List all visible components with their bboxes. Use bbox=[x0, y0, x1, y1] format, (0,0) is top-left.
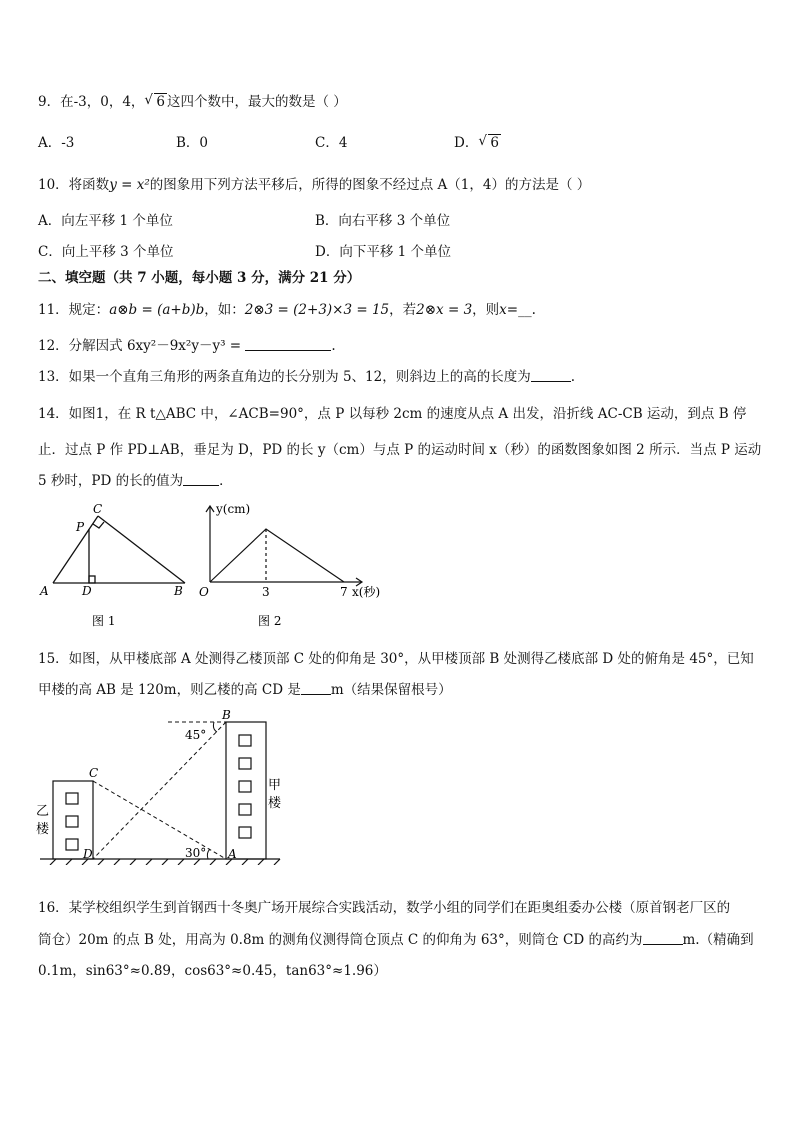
label-a: A bbox=[40, 584, 49, 598]
sqrt-six: √ 6 bbox=[478, 133, 499, 151]
question-9-option-a[interactable]: A．-3 bbox=[38, 135, 75, 151]
question-9-text-after: 这四个数中，最大的数是（ ） bbox=[167, 94, 347, 110]
angle-arcs bbox=[207, 722, 217, 859]
ground bbox=[40, 859, 280, 865]
question-11: 11．规定：a⊗b = (a+b)b，如：2⊗3 = (2+3)×3 = 15，若2⊗x = 3，则x=__. bbox=[38, 302, 536, 318]
label-d: D bbox=[83, 847, 93, 861]
label-d: D bbox=[82, 584, 92, 598]
question-14-figures bbox=[0, 500, 794, 630]
question-16-answer-blank[interactable] bbox=[643, 932, 683, 945]
angle-30-label: 30° bbox=[185, 846, 207, 860]
question-10-option-b[interactable]: B．向右平移 3 个单位 bbox=[315, 213, 451, 229]
question-15-answer-blank[interactable] bbox=[301, 682, 331, 695]
question-15-line-1: 15．如图，从甲楼底部 A 处测得乙楼顶部 C 处的仰角是 30°，从甲楼顶部 B 处测得乙楼底部 D 处的俯角是 45°，已知 bbox=[38, 651, 754, 667]
question-12-answer-blank[interactable] bbox=[245, 338, 331, 351]
y-axis-label: y(cm) bbox=[216, 502, 251, 516]
question-14-answer-blank[interactable] bbox=[183, 473, 219, 486]
question-10-stem: 10．将函数y = x²的图象用下列方法平移后，所得的图象不经过点 A（1，4）的方法是（ ） bbox=[38, 177, 591, 193]
building-jia-label-2: 楼 bbox=[268, 796, 282, 811]
question-9-option-d[interactable]: D． √ 6 bbox=[454, 133, 499, 151]
figure-2-graph bbox=[206, 506, 362, 586]
question-15-line-2: 甲楼的高 AB 是 120m，则乙楼的高 CD 是 m（结果保留根号） bbox=[38, 682, 452, 698]
question-13: 13．如果一个直角三角形的两条直角边的长分别为 5、12，则斜边上的高的长度为 . bbox=[38, 369, 576, 385]
question-13-answer-blank[interactable] bbox=[531, 369, 571, 382]
question-16-line-2: 筒仓）20m 的点 B 处，用高为 0.8m 的测角仪测得筒仓顶点 C 的仰角为 63°，则筒仓 CD 的高约为 m.（精确到 bbox=[38, 932, 754, 948]
x-axis-label: x(秒) bbox=[352, 585, 381, 599]
question-9-option-b[interactable]: B．0 bbox=[176, 135, 209, 151]
question-16-line-3: 0.1m，sin63°≈0.89，cos63°≈0.45，tan63°≈1.96） bbox=[38, 963, 387, 979]
label-c: C bbox=[89, 766, 99, 780]
question-9-option-c[interactable]: C．4 bbox=[315, 135, 348, 151]
label-b: B bbox=[174, 584, 183, 598]
question-10-option-c[interactable]: C．向上平移 3 个单位 bbox=[38, 244, 174, 260]
question-14-line-2: 止．过点 P 作 PD⊥AB，垂足为 D，PD 的长 y（cm）与点 P 的运动时间 x（秒）的函数图象如图 2 所示．当点 P 运动 bbox=[38, 442, 762, 458]
figure-1-caption: 图 1 bbox=[92, 614, 116, 628]
angle-45-label: 45° bbox=[185, 728, 207, 742]
figure-2-caption: 图 2 bbox=[258, 614, 282, 628]
building-jia-label-1: 甲 bbox=[268, 778, 282, 793]
question-12: 12．分解因式 6xy²－9x²y－y³ = . bbox=[38, 338, 336, 354]
sqrt-six: √ 6 bbox=[144, 92, 166, 110]
question-10-option-a[interactable]: A．向左平移 1 个单位 bbox=[38, 213, 173, 229]
question-15-figure bbox=[0, 705, 794, 865]
building-yi-label-2: 楼 bbox=[36, 822, 50, 837]
question-9-stem bbox=[38, 90, 347, 110]
label-c: C bbox=[93, 502, 103, 516]
question-14-line-3: 5 秒时，PD 的长的值为 ． bbox=[38, 473, 233, 489]
sight-lines bbox=[93, 722, 226, 859]
tick-7: 7 bbox=[340, 585, 348, 599]
building-jia bbox=[226, 722, 266, 859]
question-16-line-1: 16．某学校组织学生到首钢西十冬奥广场开展综合实践活动，数学小组的同学们在距奥组委办公楼（原首钢老厂区的 bbox=[38, 900, 731, 916]
origin-label: O bbox=[199, 585, 209, 599]
question-9-text-before: 9．在-3，0，4， bbox=[38, 94, 145, 110]
figure-1-triangle bbox=[53, 516, 185, 583]
question-10-option-d[interactable]: D．向下平移 1 个单位 bbox=[315, 244, 451, 260]
function-expression: y = x² bbox=[109, 177, 150, 193]
label-b: B bbox=[222, 708, 231, 722]
building-yi-label-1: 乙 bbox=[36, 804, 50, 819]
label-a: A bbox=[228, 847, 237, 861]
tick-3: 3 bbox=[262, 585, 270, 599]
question-11-answer-blank[interactable]: =__. bbox=[506, 302, 536, 318]
label-p: P bbox=[76, 520, 85, 534]
section-heading: 二、填空题（共 7 小题，每小题 3 分，满分 21 分） bbox=[38, 270, 361, 286]
question-14-line-1: 14．如图1，在 R t△ABC 中，∠ACB=90°，点 P 以每秒 2cm 的速度从点 A 出发，沿折线 AC-CB 运动，到点 B 停 bbox=[38, 406, 747, 422]
